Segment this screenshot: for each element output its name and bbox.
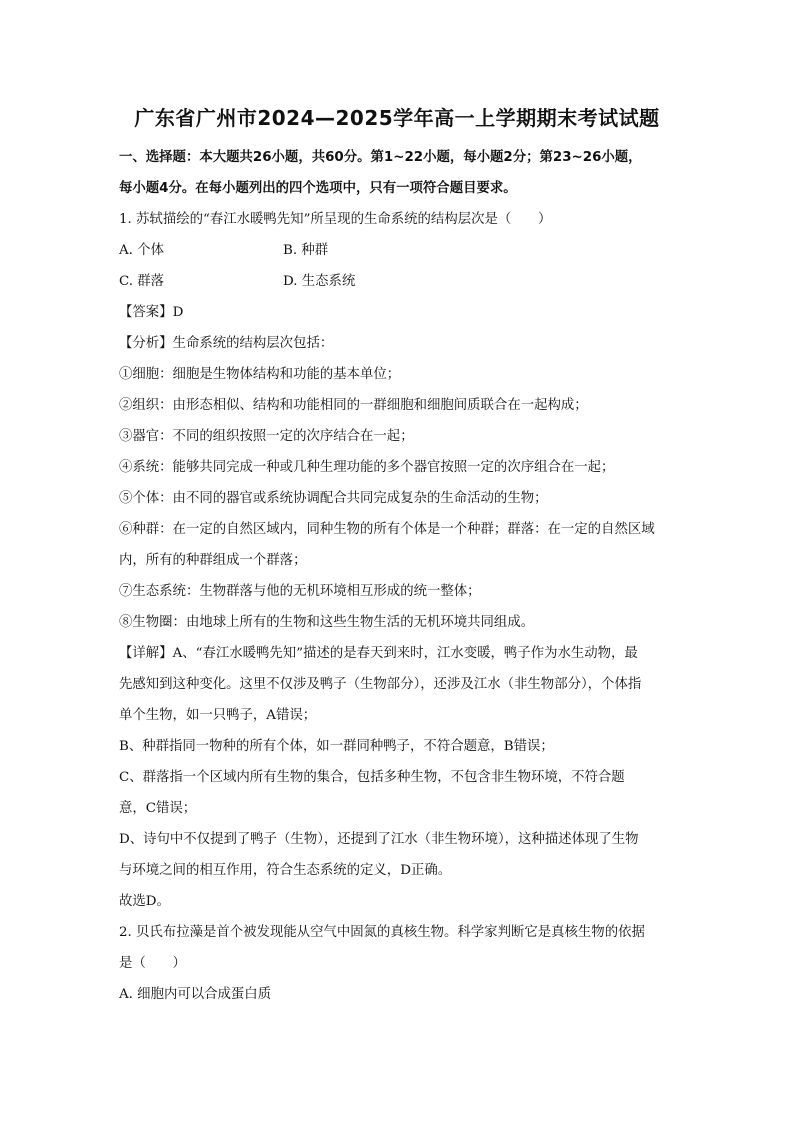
analysis-item: ①细胞：细胞是生物体结构和功能的基本单位； — [119, 367, 401, 382]
analysis-item: ⑧生物圈：由地球上所有的生物和这些生物生活的无机环境共同组成。 — [119, 615, 535, 630]
detail-text: 单个生物，如一只鸭子，A错误； — [119, 708, 317, 723]
option-b: B. 种群 — [283, 243, 329, 258]
analysis-tag: 【分析】 — [119, 336, 173, 351]
analysis-item: ⑤个体：由不同的器官或系统协调配合共同完成复杂的生命活动的生物； — [119, 491, 548, 506]
analysis-item: ②组织：由形态相似、结构和功能相同的一群细胞和细胞间质联合在一起构成； — [119, 398, 588, 413]
detail-tag: 【详解】 — [119, 646, 173, 661]
conclusion: 故选D。 — [119, 894, 170, 909]
analysis-intro: 生命系统的结构层次包括： — [172, 336, 334, 351]
detail-text: 意，C错误； — [119, 801, 197, 816]
option-d: D. 生态系统 — [283, 274, 356, 289]
detail-line — [119, 638, 679, 669]
answer-value: D — [172, 305, 184, 320]
section-heading-cont: 每小题4分。在每小题列出的四个选项中，只有一项符合题目要求。 — [119, 181, 517, 196]
analysis-item: 内，所有的种群组成一个群落； — [119, 553, 307, 568]
option-c: C. 群落 — [119, 274, 165, 289]
analysis-line — [119, 328, 679, 359]
analysis-item: ④系统：能够共同完成一种或几种生理功能的多个器官按照一定的次序组合在一起； — [119, 460, 615, 475]
question-2-option-a: A. 细胞内可以合成蛋白质 — [119, 987, 272, 1002]
option-a: A. 个体 — [119, 243, 164, 258]
detail-text: C、群落指一个区域内所有生物的集合，包括多种生物，不包含非生物环境，不符合题 — [119, 770, 625, 785]
answer-tag: 【答案】 — [119, 305, 173, 320]
detail-text: D、诗句中不仅提到了鸭子（生物），还提到了江水（非生物环境），这种描述体现了生物 — [119, 832, 639, 847]
analysis-item: ⑦生态系统：生物群落与他的无机环境相互形成的统一整体； — [119, 584, 481, 599]
analysis-item: ③器官：不同的组织按照一定的次序结合在一起； — [119, 429, 414, 444]
detail-text: 与环境之间的相互作用，符合生态系统的定义，D正确。 — [119, 863, 452, 878]
document-body — [119, 142, 679, 1010]
question-1-options-row-2 — [119, 266, 679, 297]
detail-text: 先感知到这种变化。这里不仅涉及鸭子（生物部分），还涉及江水（非生物部分），个体指 — [119, 677, 642, 692]
question-2-stem: 2. 贝氏布拉藻是首个被发现能从空气中固氮的真核生物。科学家判断它是真核生物的依据 — [119, 925, 645, 940]
question-1-options-row-1 — [119, 235, 679, 266]
question-1-stem: 1. 苏轼描绘的“春江水暖鸭先知”所呈现的生命系统的结构层次是（ ） — [119, 212, 552, 227]
analysis-item: ⑥种群：在一定的自然区域内，同种生物的所有个体是一个种群；群落：在一定的自然区域 — [119, 522, 655, 537]
question-2-stem-cont: 是（ ） — [119, 956, 186, 971]
detail-text: B、种群指同一物种的所有个体，如一群同种鸭子，不符合题意，B错误； — [119, 739, 554, 754]
section-heading: 一、选择题：本大题共26小题，共60分。第1~22小题，每小题2分；第23~26小题， — [119, 150, 642, 165]
detail-text: A、“春江水暖鸭先知”描述的是春天到来时，江水变暖，鸭子作为水生动物，最 — [172, 646, 638, 661]
answer-line — [119, 297, 679, 328]
page-title: 广东省广州市2024—2025学年高一上学期期末考试试题 — [134, 106, 660, 130]
